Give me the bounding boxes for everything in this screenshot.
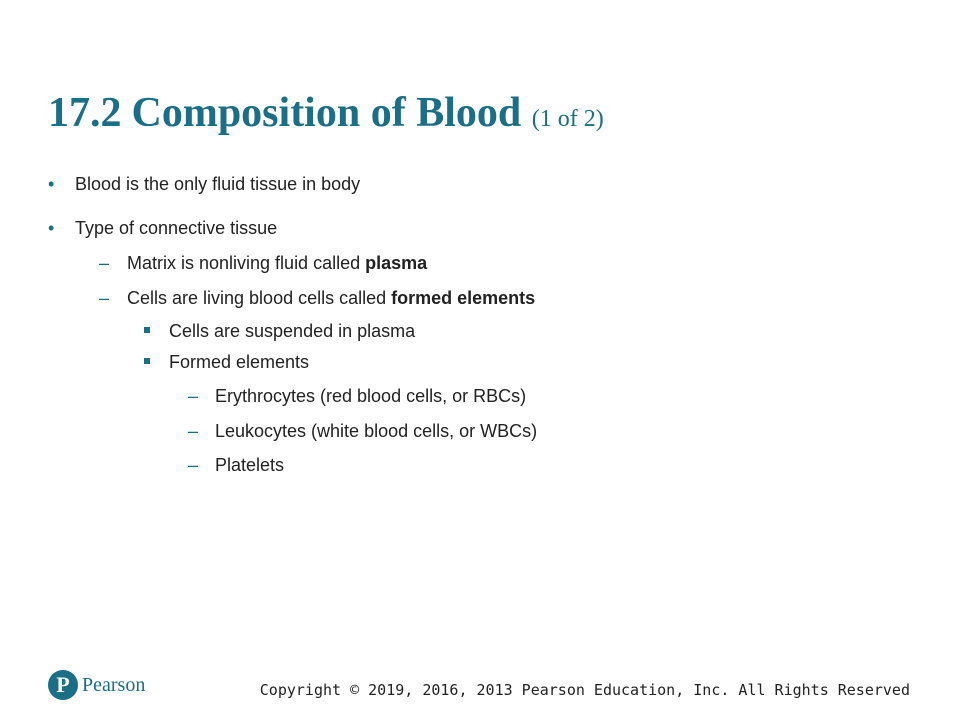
bullet-bold-term: plasma [365,253,428,273]
bullet-text: Leukocytes (white blood cells, or WBCs) [215,421,538,441]
bullet-text: Cells are suspended in plasma [169,321,416,341]
bullet-text: Matrix is nonliving fluid called [127,253,366,273]
pearson-wordmark: Pearson [82,673,146,696]
bullet-level3 [169,319,415,343]
bullet-dash-icon: – [99,253,110,273]
bullet-dash-icon: – [188,386,199,406]
bullet-text: Blood is the only fluid tissue in body [75,174,361,194]
bullet-level4 [188,419,538,443]
bullet-text: Cells are living blood cells called [127,288,392,308]
slide-title [48,88,604,144]
bullet-level2 [99,251,428,275]
bullet-square-icon [144,358,150,364]
bullet-dash-icon: – [188,455,199,475]
pearson-logo-icon: P [48,670,78,700]
bullet-level1 [48,172,361,196]
title-suffix: (1 of 2) [531,106,604,132]
bullet-text: Type of connective tissue [75,218,278,238]
bullet-text: Formed elements [169,352,310,372]
bullet-text: Erythrocytes (red blood cells, or RBCs) [215,386,527,406]
bullet-dot-icon: • [48,174,55,194]
bullet-level4 [188,453,285,477]
bullet-level1 [48,216,278,240]
bullet-text: Platelets [215,455,285,475]
bullet-level2 [99,286,536,310]
bullet-bold-term: formed elements [391,288,536,308]
bullet-dash-icon: – [99,288,110,308]
title-text: Composition of Blood [131,90,522,136]
bullet-level4 [188,384,527,408]
bullet-level3 [169,350,309,374]
bullet-square-icon [144,327,150,333]
copyright-notice: Copyright © 2019, 2016, 2013 Pearson Education, Inc. All Rights Reserved [259,681,910,699]
bullet-dot-icon: • [48,218,55,238]
bullet-dash-icon: – [188,421,199,441]
title-number: 17.2 [48,90,122,136]
pearson-logo [48,668,145,702]
